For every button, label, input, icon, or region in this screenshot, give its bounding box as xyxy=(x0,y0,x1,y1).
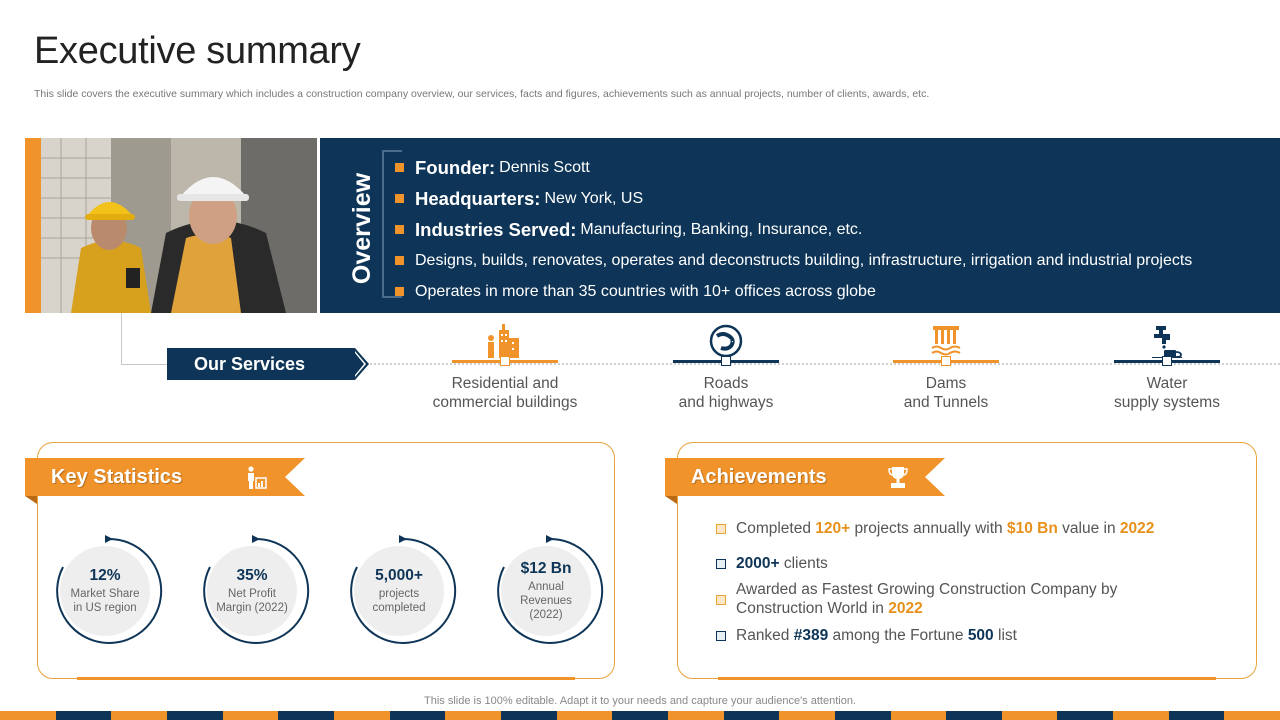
bullet-square-icon xyxy=(395,256,404,265)
card-underline xyxy=(77,677,575,680)
bullet-square-icon xyxy=(395,225,404,234)
overview-item: Founder: Dennis Scott xyxy=(395,152,1192,183)
road-globe-icon xyxy=(636,322,816,358)
bullet-square-icon xyxy=(716,524,726,534)
bullet-square-icon xyxy=(395,287,404,296)
stat-projects: 5,000+ projects completed xyxy=(345,535,457,647)
water-tap-icon xyxy=(1077,322,1257,358)
bullet-square-icon xyxy=(716,595,726,605)
trophy-icon xyxy=(887,465,909,495)
card-underline xyxy=(718,677,1216,680)
overview-item: Headquarters: New York, US xyxy=(395,183,1192,214)
dam-icon xyxy=(856,322,1036,358)
page-title: Executive summary xyxy=(34,30,361,72)
stat-market-share: 12% Market Share in US region xyxy=(51,535,163,647)
footer-note: This slide is 100% editable. Adapt it to your needs and capture your audience's attention. xyxy=(424,695,856,707)
achievements-ribbon: Achievements xyxy=(665,458,925,496)
overview-item: Designs, builds, renovates, operates and deconstructs building, infrastructure, irrigation and industrial projects xyxy=(395,245,1192,276)
stat-revenues: $12 Bn Annual Revenues (2022) xyxy=(492,535,604,647)
achievement-item: Awarded as Fastest Growing Construction Company by Construction World in 2022 xyxy=(716,580,1117,618)
our-services-label: Our Services xyxy=(167,348,355,380)
bullet-square-icon xyxy=(395,194,404,203)
buildings-icon xyxy=(415,322,595,358)
overview-list xyxy=(395,152,1192,307)
achievement-item: 2000+ clients xyxy=(716,554,828,573)
connector-line xyxy=(121,364,167,365)
service-dams: Dams and Tunnels xyxy=(856,322,1036,412)
bullet-square-icon xyxy=(716,631,726,641)
achievement-item: Ranked #389 among the Fortune 500 list xyxy=(716,626,1017,645)
overview-label: Overview xyxy=(348,172,377,284)
service-roads: Roads and highways xyxy=(636,322,816,412)
chevron-tip xyxy=(355,353,364,375)
overview-item: Operates in more than 35 countries with 10+ offices across globe xyxy=(395,276,1192,307)
bullet-square-icon xyxy=(395,163,404,172)
key-statistics-ribbon: Key Statistics xyxy=(25,458,285,496)
stats-chart-icon xyxy=(245,466,267,496)
bullet-square-icon xyxy=(716,559,726,569)
overview-panel xyxy=(320,138,1280,313)
overview-item: Industries Served: Manufacturing, Banking, Insurance, etc. xyxy=(395,214,1192,245)
engineers-photo xyxy=(41,138,317,313)
service-residential: Residential and commercial buildings xyxy=(415,322,595,412)
footer-stripes xyxy=(0,711,1280,720)
achievement-item: Completed 120+ projects annually with $10 Bn value in 2022 xyxy=(716,519,1154,538)
photo-accent-bar xyxy=(25,138,41,313)
stat-net-profit: 35% Net Profit Margin (2022) xyxy=(198,535,310,647)
service-water: Water supply systems xyxy=(1077,322,1257,412)
page-subtitle: This slide covers the executive summary which includes a construction company overview, our services, facts and figures, achievements such as annual projects, number of clients, awards, etc. xyxy=(34,88,930,100)
connector-line xyxy=(121,313,122,365)
